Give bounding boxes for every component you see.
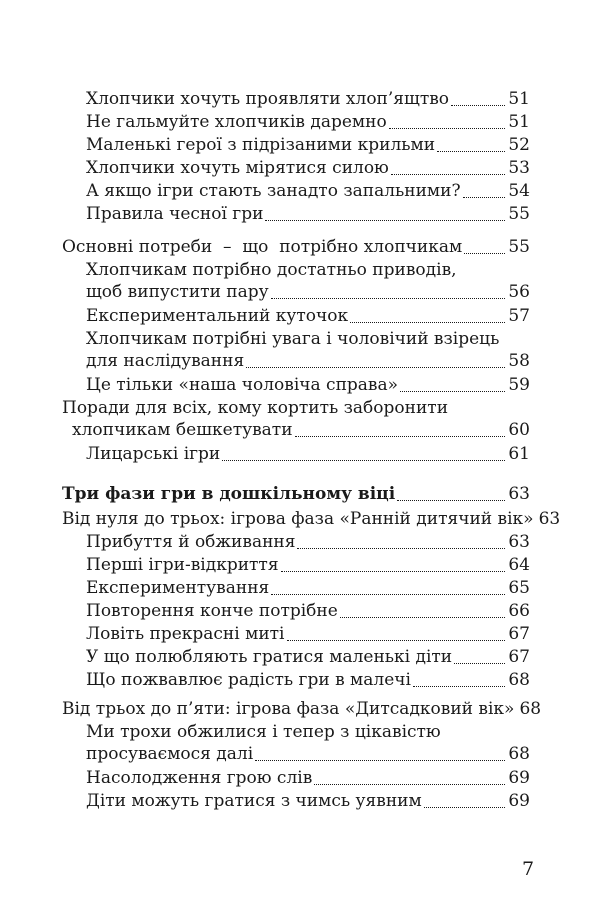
toc-entry-page: 55 <box>508 204 530 224</box>
toc-entry <box>86 203 530 225</box>
leader-dots <box>424 807 506 808</box>
toc-entry-title: Експериментальний куточок <box>86 306 349 326</box>
toc-entry <box>86 443 530 465</box>
toc-entry-page: 69 <box>508 791 530 811</box>
toc-entry-page: 67 <box>508 624 530 644</box>
leader-dots <box>271 594 505 595</box>
toc-entry-page: 63 <box>508 532 530 552</box>
toc-entry <box>86 180 530 202</box>
toc-section-entry <box>62 698 542 720</box>
toc-entry-title: Ловіть прекрасні миті <box>86 624 285 644</box>
toc-entry-title: Діти можуть гратися з чимсь уявним <box>86 791 422 811</box>
toc-entry-title: Насолодження грою слів <box>86 768 313 788</box>
toc-entry-title: щоб випустити пару <box>86 282 269 302</box>
leader-dots <box>281 571 506 572</box>
toc-entry-title: Що пожвавлює радість гри в малечі <box>86 670 411 690</box>
toc-entry-page: 55 <box>508 237 530 257</box>
toc-entry-title: У що полюбляють гратися маленькі діти <box>86 647 453 667</box>
leader-dots <box>454 663 505 664</box>
toc-entry-page: 54 <box>508 181 530 201</box>
toc-entry-page: 69 <box>508 768 530 788</box>
toc-entry-title-line1: Хлопчикам потрібні увага і чоловічий взірець <box>86 329 500 349</box>
toc-entry-title-line1: Поради для всіх, кому кортить заборонити <box>62 398 449 418</box>
toc-entry-page: 56 <box>508 282 530 302</box>
leader-dots <box>413 686 505 687</box>
toc-entry-page: 68 <box>519 699 542 719</box>
leader-dots <box>389 128 506 129</box>
leader-dots <box>265 220 505 221</box>
toc-entry <box>86 157 530 179</box>
toc-entry-page: 63 <box>538 509 561 529</box>
toc-entry-page: 53 <box>508 158 530 178</box>
toc-entry-page: 67 <box>508 647 530 667</box>
leader-dots <box>297 548 505 549</box>
toc-entry-page: 65 <box>508 578 530 598</box>
toc-entry-title: Прибуття й обживання <box>86 532 296 552</box>
toc-entry <box>86 600 530 622</box>
toc-entry-page: 64 <box>508 555 530 575</box>
toc-entry-page: 57 <box>508 306 530 326</box>
leader-dots <box>246 367 505 368</box>
leader-dots <box>340 617 506 618</box>
toc-entry <box>86 623 530 645</box>
toc-entry <box>86 134 530 156</box>
leader-dots <box>287 640 506 641</box>
toc-entry-title: Від нуля до трьох: ігрова фаза «Ранній дитячий вік» <box>62 509 534 529</box>
toc-entry-title: Хлопчики хочуть мірятися силою <box>86 158 389 178</box>
toc-entry <box>86 554 530 576</box>
toc-entry <box>86 531 530 553</box>
toc-entry-title-line1: Ми трохи обжилися і тепер з цікавістю <box>86 722 441 742</box>
toc-entry-page: 51 <box>508 89 530 109</box>
toc-entry-title: А якщо ігри стають занадто запальними? <box>86 181 461 201</box>
toc-entry <box>86 88 530 110</box>
toc-section-entry <box>62 236 530 258</box>
toc-entry <box>86 111 530 133</box>
toc-entry-title: Основні потреби – що потрібно хлопчикам <box>62 237 463 257</box>
leader-dots <box>271 298 506 299</box>
toc-chapter-entry <box>62 483 530 505</box>
toc-entry-title: Хлопчики хочуть проявляти хлоп’ящтво <box>86 89 450 109</box>
toc-section-entry <box>62 397 530 441</box>
page-number: 7 <box>522 858 535 880</box>
toc-entry-page: 68 <box>508 744 530 764</box>
toc-entry-page: 61 <box>508 444 530 464</box>
toc-entry <box>86 669 530 691</box>
leader-dots <box>295 436 506 437</box>
toc-entry-title: Маленькі герої з підрізаними крильми <box>86 135 436 155</box>
leader-dots <box>463 197 506 198</box>
chapter-title: Три фази гри в дошкільному віці <box>62 484 396 504</box>
leader-dots <box>451 105 505 106</box>
toc-entry-page: 63 <box>508 484 530 504</box>
toc-entry <box>86 790 530 812</box>
leader-dots <box>314 784 505 785</box>
toc-entry <box>86 577 530 599</box>
toc-entry <box>86 328 530 372</box>
toc-entry <box>86 374 530 396</box>
toc-entry-page: 51 <box>508 112 530 132</box>
toc-entry-page: 60 <box>508 420 530 440</box>
toc-entry-title: Лицарські ігри <box>86 444 221 464</box>
toc-entry <box>86 259 530 303</box>
toc-entry-page: 66 <box>508 601 530 621</box>
leader-dots <box>464 253 505 254</box>
toc-entry-page: 59 <box>508 375 530 395</box>
toc-section-entry <box>62 508 561 530</box>
toc-entry-title: Від трьох до п’яти: ігрова фаза «Дитсадковий вік» <box>62 699 515 719</box>
toc-entry <box>86 721 530 765</box>
toc-entry-title: хлопчикам бешкетувати <box>72 420 293 440</box>
toc-entry <box>86 305 530 327</box>
toc-entry-title: просуваємося далі <box>86 744 254 764</box>
leader-dots <box>400 391 505 392</box>
toc-entry-title: Перші ігри-відкриття <box>86 555 279 575</box>
leader-dots <box>391 174 505 175</box>
leader-dots <box>350 322 505 323</box>
toc-entry <box>86 646 530 668</box>
toc-entry-title: Повторення конче потрібне <box>86 601 338 621</box>
toc-entry-title: Це тільки «наша чоловіча справа» <box>86 375 399 395</box>
leader-dots <box>397 500 505 501</box>
toc-entry-title: Правила чесної гри <box>86 204 264 224</box>
leader-dots <box>222 460 505 461</box>
leader-dots <box>255 760 505 761</box>
toc-entry-title: для наслідування <box>86 351 245 371</box>
toc-entry-page: 52 <box>508 135 530 155</box>
toc-entry-page: 68 <box>508 670 530 690</box>
toc-entry-title: Не гальмуйте хлопчиків даремно <box>86 112 387 132</box>
toc-entry-page: 58 <box>508 351 530 371</box>
toc-entry-title: Експериментування <box>86 578 270 598</box>
leader-dots <box>437 151 505 152</box>
toc-entry <box>86 767 530 789</box>
toc-entry-title-line1: Хлопчикам потрібно достатньо приводів, <box>86 260 457 280</box>
